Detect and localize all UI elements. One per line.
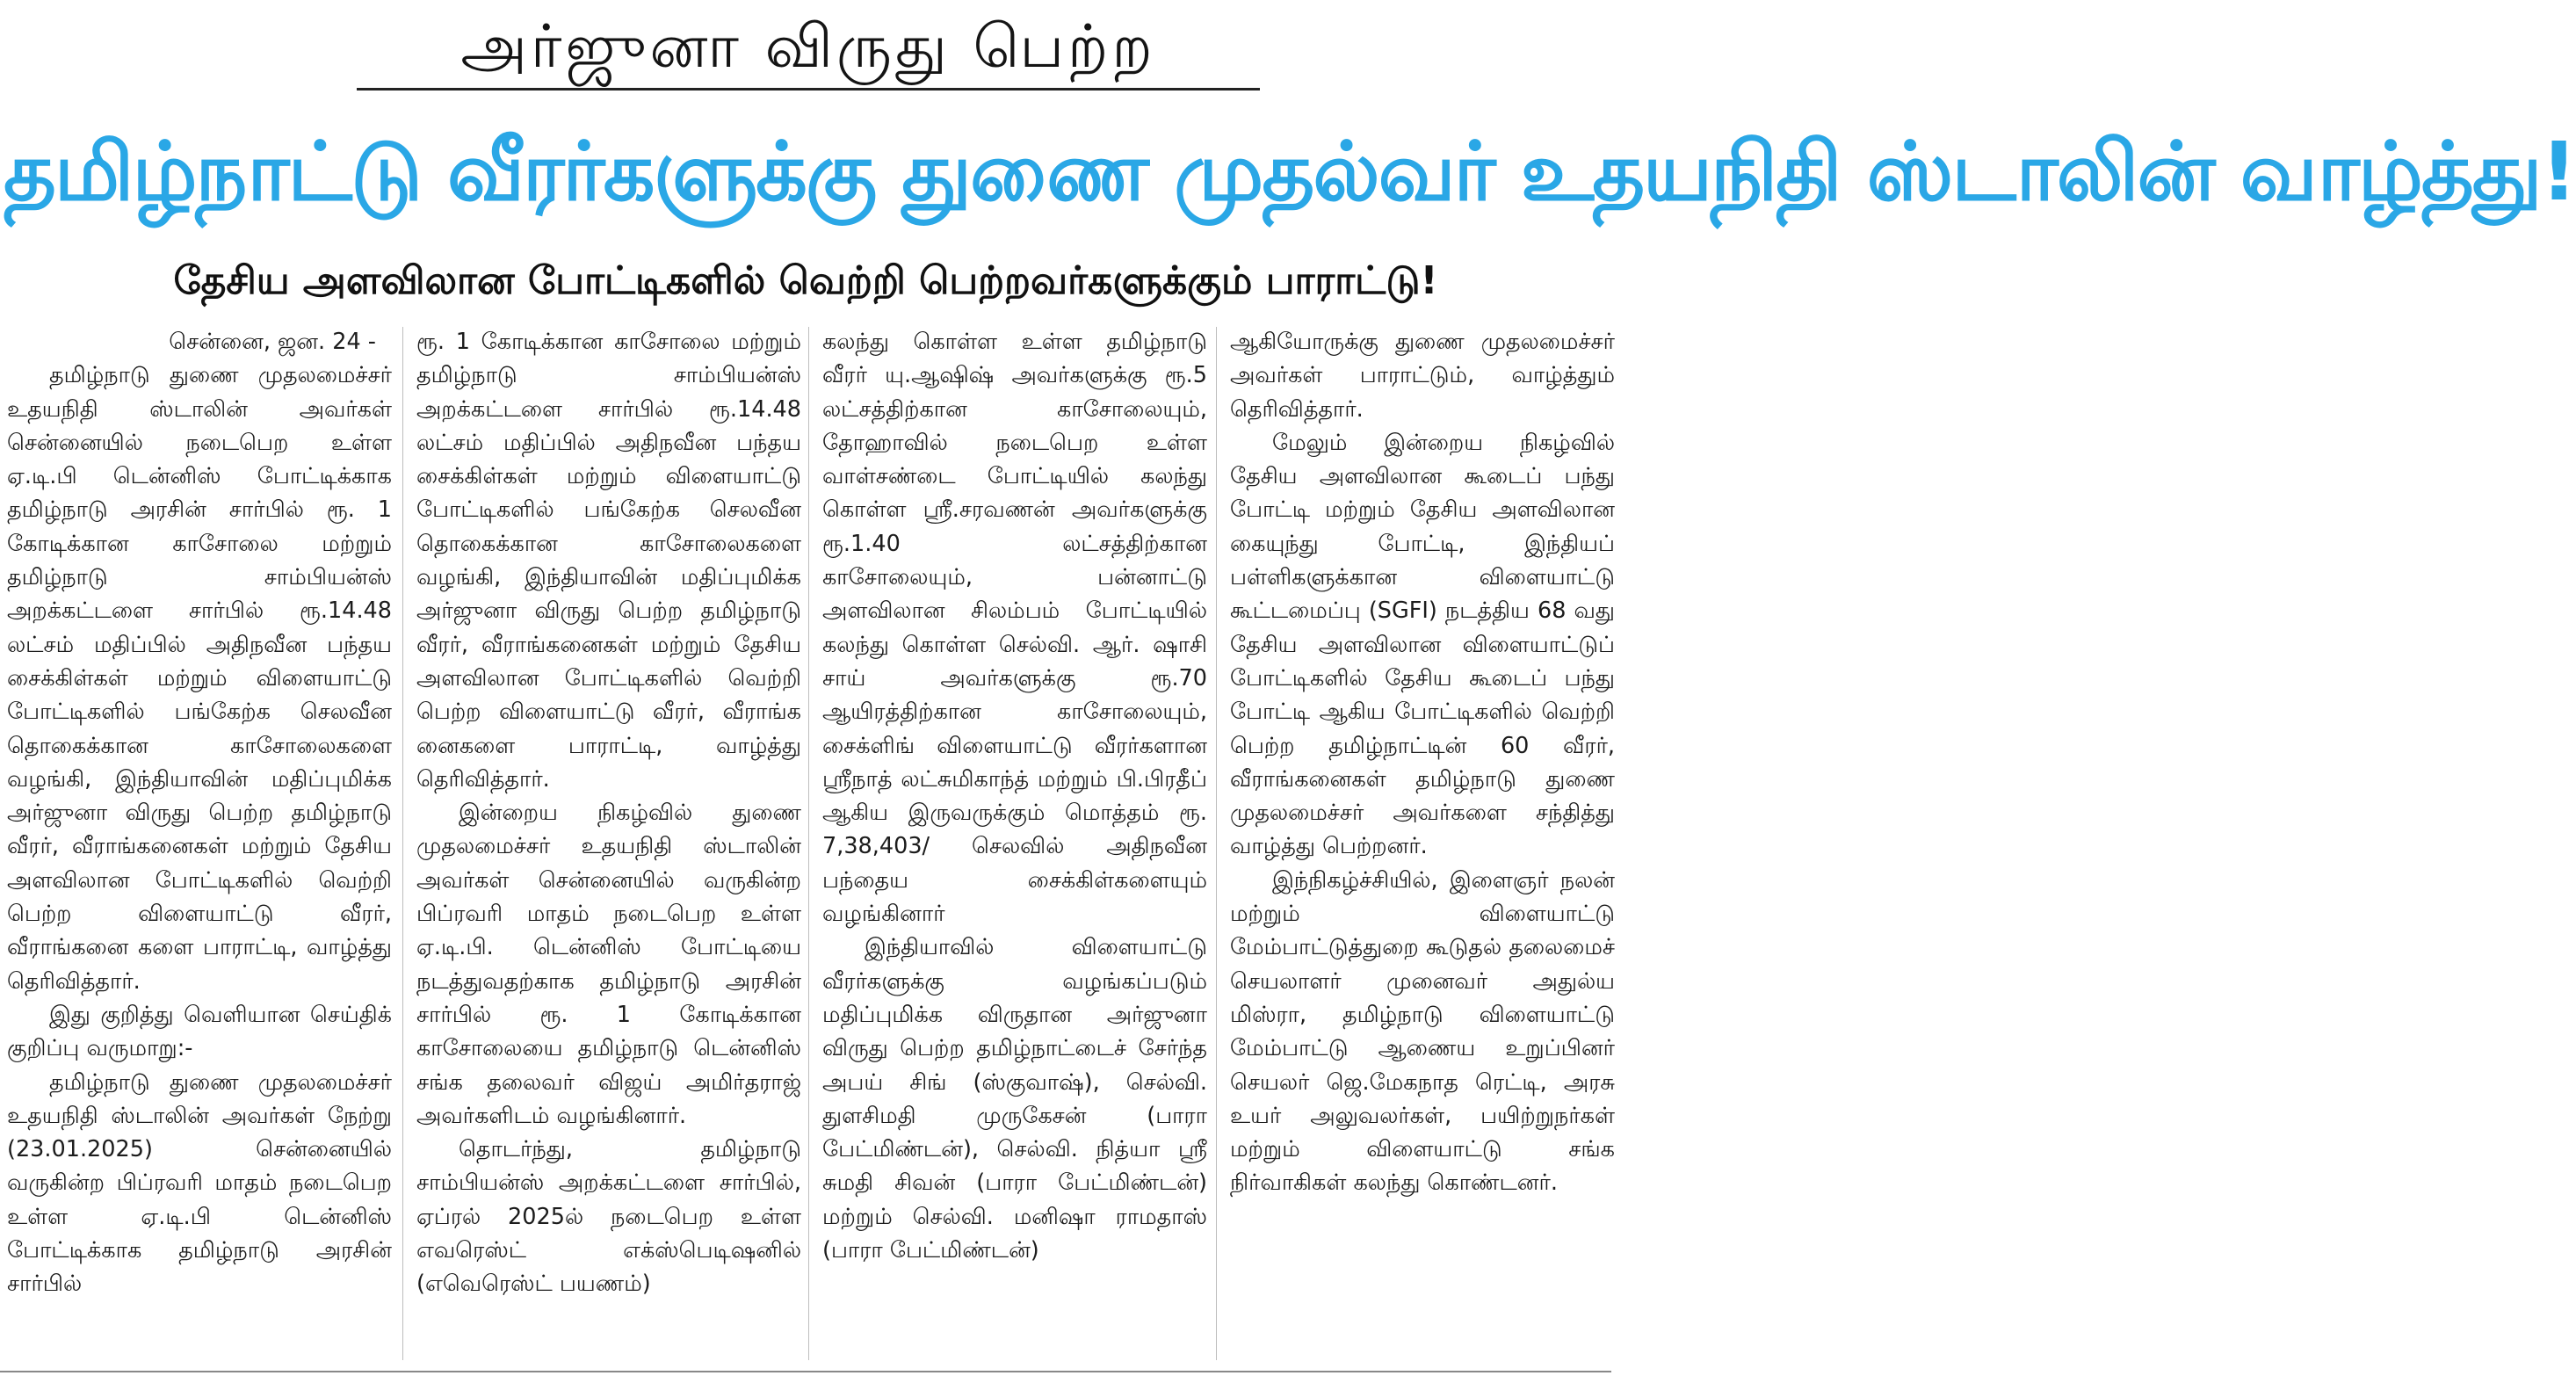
column-divider <box>402 327 403 1360</box>
body-paragraph: தொடர்ந்து, தமிழ்நாடு சாம்பியன்ஸ் அறக்கட்டளை சார்பில், ஏப்ரல் 2025ல் நடைபெற உள்ள எவரெஸ்ட் எக்ஸ்பெடிஷனில் (எவெரெஸ்ட் பயணம்) <box>416 1136 801 1298</box>
headline: தமிழ்நாட்டு வீரர்களுக்கு துணை முதல்வர் உதயநிதி ஸ்டாலின் வாழ்த்து! <box>4 125 2576 219</box>
body-paragraph: ரூ. 1 கோடிக்கான காசோலை மற்றும் தமிழ்நாடு சாம்பியன்ஸ் அறக்கட்டளை சார்பில் ரூ.14.48 லட்சம் மதிப்பில் அதிநவீன பந்தய சைக்கிள்கள் மற்றும் விளையாட்டு போட்டிகளில் பங்கேற்க செலவீன தொகைக்கான காசோலைகளை வழங்கி, இந்தியாவின் மதிப்புமிக்க அர்ஜுனா விருது பெற்ற தமிழ்நாடு வீரர், வீராங்கனைகள் மற்றும் தேசிய அளவிலான போட்டிகளில் வெற்றி பெற்ற விளையாட்டு வீரர், வீராங்க னைகளை பாராட்டி, வாழ்த்து தெரிவித்தார். <box>416 329 801 793</box>
body-paragraph: இது குறித்து வெளியான செய்திக் குறிப்பு வருமாறு:- <box>7 1001 392 1062</box>
body-paragraph: தமிழ்நாடு துணை முதலமைச்சர் உதயநிதி ஸ்டாலின் அவர்கள் நேற்று (23.01.2025) சென்னையில் வருகின்ற பிப்ரவரி மாதம் நடைபெற உள்ள ஏ.டி.பி டென்னிஸ் போட்டிக்காக தமிழ்நாடு அரசின் சார்பில் <box>7 1068 392 1298</box>
body-paragraph: ஆகியோருக்கு துணை முதலமைச்சர் அவர்கள் பாராட்டும், வாழ்த்தும் தெரிவித்தார். <box>1230 329 1615 423</box>
column-divider <box>1216 327 1217 1360</box>
article-column-3 <box>822 325 1207 1360</box>
body-paragraph: தமிழ்நாடு துணை முதலமைச்சர் உதயநிதி ஸ்டாலின் அவர்கள் சென்னையில் நடைபெற உள்ள ஏ.டி.பி டென்னிஸ் போட்டிக்காக தமிழ்நாடு அரசின் சார்பில் ரூ. 1 கோடிக்கான காசோலை மற்றும் தமிழ்நாடு சாம்பியன்ஸ் அறக்கட்டளை சார்பில் ரூ.14.48 லட்சம் மதிப்பில் அதிநவீன பந்தய சைக்கிள்கள் மற்றும் விளையாட்டு போட்டிகளில் பங்கேற்க செலவீன தொகைக்கான காசோலைகளை வழங்கி, இந்தியாவின் மதிப்புமிக்க அர்ஜுனா விருது பெற்ற தமிழ்நாடு வீரர், வீராங்கனைகள் மற்றும் தேசிய அளவிலான போட்டிகளில் வெற்றி பெற்ற விளையாட்டு வீரர், வீராங்கனை களை பாராட்டி, வாழ்த்து தெரிவித்தார். <box>7 362 392 995</box>
body-paragraph: கலந்து கொள்ள உள்ள தமிழ்நாடு வீரர் யு.ஆஷிஷ் அவர்களுக்கு ரூ.5 லட்சத்திற்கான காசோலையும், தோஹாவில் நடைபெற உள்ள வாள்சண்டை போட்டியில் கலந்து கொள்ள ஸ்ரீ.சரவணன் அவர்களுக்கு ரூ.1.40 லட்சத்திற்கான காசோலையும், பன்னாட்டு அளவிலான சிலம்பம் போட்டியில் கலந்து கொள்ள செல்வி. ஆர். ஷாசி சாய் அவர்களுக்கு ரூ.70 ஆயிரத்திற்கான காசோலையும், சைக்ளிங் விளையாட்டு வீரர்களான ஸ்ரீநாத் லட்சுமிகாந்த் மற்றும் பி.பிரதீப் ஆகிய இருவருக்கும் மொத்தம் ரூ. 7,38,403/ செலவில் அதிநவீன பந்தைய சைக்கிள்களையும் வழங்கினார் <box>822 329 1207 928</box>
bottom-border <box>0 1371 1611 1372</box>
column-divider <box>808 327 809 1360</box>
subheadline: தேசிய அளவிலான போட்டிகளில் வெற்றி பெற்றவர்களுக்கும் பாராட்டு! <box>173 258 1438 303</box>
article-column-4 <box>1230 325 1615 1360</box>
article-column-1 <box>7 325 392 1360</box>
dateline: சென்னை, ஜன. 24 - <box>169 329 376 355</box>
kicker-underline <box>357 88 1260 91</box>
body-paragraph: இந்தியாவில் விளையாட்டு வீரர்களுக்கு வழங்கப்படும் மதிப்புமிக்க விருதான அர்ஜுனா விருது பெற்ற தமிழ்நாட்டைச் சேர்ந்த அபய் சிங் (ஸ்குவாஷ்), செல்வி. துளசிமதி முருகேசன் (பாரா பேட்மிண்டன்), செல்வி. நித்யா ஸ்ரீ சுமதி சிவன் (பாரா பேட்மிண்டன்) மற்றும் செல்வி. மனிஷா ராமதாஸ் (பாரா பேட்மிண்டன்) <box>822 934 1207 1264</box>
body-paragraph: இன்றைய நிகழ்வில் துணை முதலமைச்சர் உதயநிதி ஸ்டாலின் அவர்கள் சென்னையில் வருகின்ற பிப்ரவரி மாதம் நடைபெற உள்ள ஏ.டி.பி. டென்னிஸ் போட்டியை நடத்துவதற்காக தமிழ்நாடு அரசின் சார்பில் ரூ. 1 கோடிக்கான காசோலையை தமிழ்நாடு டென்னிஸ் சங்க தலைவர் விஜய் அமிர்தராஜ் அவர்களிடம் வழங்கினார். <box>416 800 801 1129</box>
body-paragraph: இந்நிகழ்ச்சியில், இளைஞர் நலன் மற்றும் விளையாட்டு மேம்பாட்டுத்துறை கூடுதல் தலைமைச் செயலாளர் முனைவர் அதுல்ய மிஸ்ரா, தமிழ்நாடு விளையாட்டு மேம்பாட்டு ஆணைய உறுப்பினர் செயலர் ஜெ.மேகநாத ரெட்டி, அரசு உயர் அலுவலர்கள், பயிற்றுநர்கள் மற்றும் விளையாட்டு சங்க நிர்வாகிகள் கலந்து கொண்டனர். <box>1230 866 1615 1197</box>
body-paragraph: மேலும் இன்றைய நிகழ்வில் தேசிய அளவிலான கூடைப் பந்து போட்டி மற்றும் தேசிய அளவிலான கையுந்து போட்டி, இந்தியப் பள்ளிகளுக்கான விளையாட்டு கூட்டமைப்பு (SGFI) நடத்திய 68 வது தேசிய அளவிலான விளையாட்டுப் போட்டிகளில் தேசிய கூடைப் பந்து போட்டி ஆகிய போட்டிகளில் வெற்றி பெற்ற தமிழ்நாட்டின் 60 வீரர், வீராங்கனைகள் தமிழ்நாடு துணை முதலமைச்சர் அவர்களை சந்தித்து வாழ்த்து பெற்றனர். <box>1230 429 1615 860</box>
kicker-title: அர்ஜுனா விருது பெற்ற <box>460 12 1156 82</box>
article-column-2 <box>416 325 801 1360</box>
